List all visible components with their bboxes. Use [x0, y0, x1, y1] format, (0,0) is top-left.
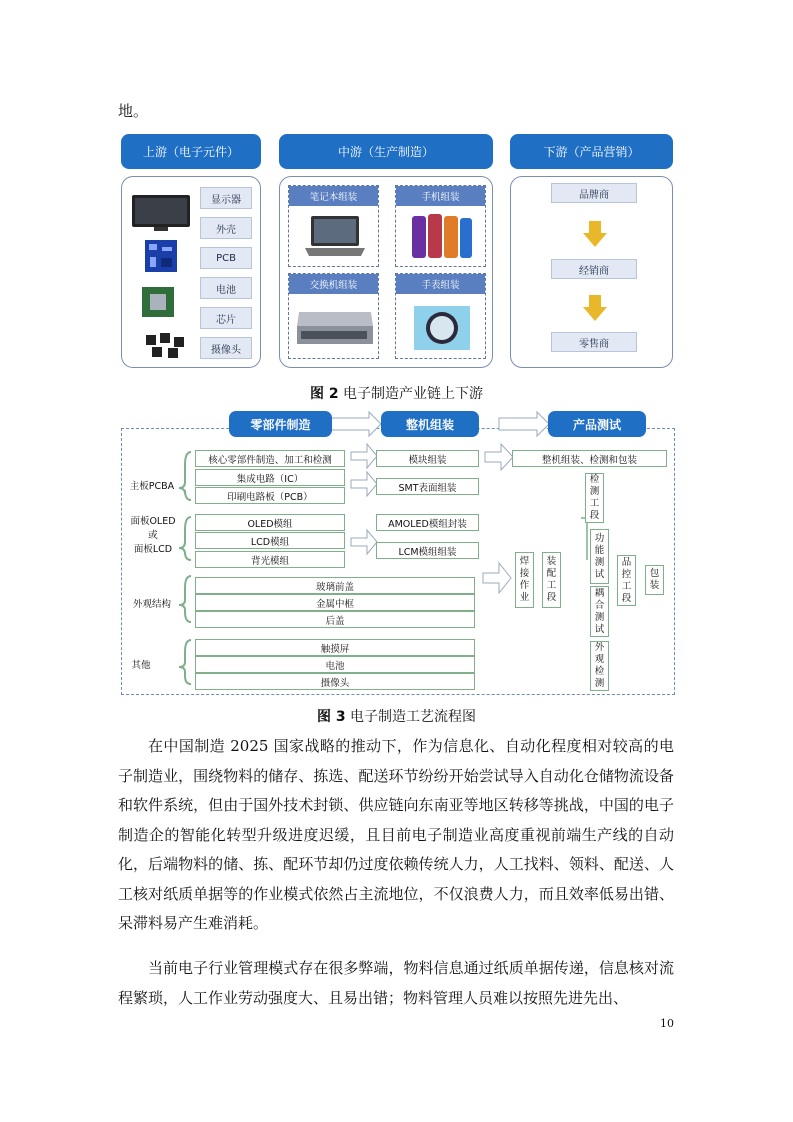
- caption-label: 图 3: [316, 709, 346, 725]
- figure-2-caption: [0, 383, 793, 403]
- tag-retailer: 零售商: [551, 332, 637, 352]
- part-back-cover: 后盖: [195, 611, 475, 628]
- test-inspection: 检 测 工 段: [585, 473, 604, 523]
- label-panel-oled: 面板OLED: [130, 516, 176, 527]
- tag-distributor: 经销商: [551, 259, 637, 279]
- box-phone: [395, 185, 486, 267]
- laptop-image: [303, 214, 367, 260]
- test-appearance: 外 观 检 测: [590, 641, 609, 691]
- monitor-image: [130, 191, 192, 233]
- tag-chip: 芯片: [200, 307, 252, 329]
- part-touch: 触摸屏: [195, 639, 475, 656]
- caption-text: 电子制造工艺流程图: [350, 709, 477, 725]
- box-laptop: [288, 185, 379, 267]
- test-function: 功 能 测 试: [590, 529, 609, 584]
- label-panel-or: 或: [148, 530, 158, 541]
- phone-image: [408, 212, 476, 262]
- arrow-down-icon: [583, 221, 607, 247]
- assembly-amoled: AMOLED模组封装: [376, 514, 479, 531]
- label-other: 其他: [131, 660, 151, 671]
- test-coupling: 耦 合 测 试: [590, 586, 609, 637]
- assembly-smt: SMT表面组装: [376, 478, 479, 495]
- part-pcb: 印刷电路板（PCB）: [195, 487, 345, 504]
- part-glass: 玻璃前盖: [195, 577, 475, 594]
- box-phone-title: 手机组装: [396, 186, 485, 206]
- header-testing: 产品测试: [548, 411, 646, 437]
- label-panel: [124, 515, 182, 557]
- tag-housing: 外壳: [200, 217, 252, 239]
- header-midstream: 中游（生产制造）: [279, 134, 493, 169]
- header-upstream: 上游（电子元件）: [121, 134, 261, 169]
- part-frame: 金属中框: [195, 594, 475, 611]
- assembly-fitting: 装 配 工 段: [542, 552, 561, 608]
- switch-image: [295, 306, 375, 350]
- box-watch: [395, 273, 486, 359]
- test-qc: 品 控 工 段: [617, 555, 636, 606]
- box-watch-title: 手表组装: [396, 274, 485, 294]
- label-pcba: 主板PCBA: [129, 481, 175, 492]
- assembly-welding: 焊 接 作 业: [515, 552, 534, 608]
- part-backlight: 背光模组: [195, 551, 345, 568]
- part-battery: 电池: [195, 656, 475, 673]
- header-parts: 零部件制造: [229, 411, 332, 437]
- paragraph-2: 当前电子行业管理模式存在很多弊端，物料信息通过纸质单据传递，信息核对流程繁琐，人工作业劳动强度大、且易出错；物料管理人员难以按照先进先出、: [118, 959, 674, 1007]
- page-number: 10: [660, 1017, 674, 1030]
- midstream-panel: [279, 176, 493, 368]
- caption-label: 图 2: [309, 386, 339, 402]
- part-ic: 集成电路（IC）: [195, 469, 345, 486]
- tag-brand: 品牌商: [551, 183, 637, 203]
- test-overall: 整机组装、检测和包装: [512, 450, 667, 467]
- figure-3-caption: [0, 706, 793, 726]
- tag-camera: 摄像头: [200, 337, 252, 359]
- watch-image: [412, 302, 472, 354]
- label-panel-lcd: 面板LCD: [133, 544, 173, 555]
- downstream-panel: [510, 176, 673, 368]
- arrow-down-icon: [583, 295, 607, 321]
- box-laptop-title: 笔记本组装: [289, 186, 378, 206]
- header-assembly: 整机组装: [381, 411, 479, 437]
- label-exterior: 外观结构: [132, 599, 171, 610]
- part-lcd: LCD模组: [195, 532, 345, 549]
- paragraph-1: 在中国制造 2025 国家战略的推动下，作为信息化、自动化程度相对较高的电子制造业，围绕物料的储存、拣选、配送环节纷纷开始尝试导入自动化仓储物流设备和软件系统，但由于国外技术封锁、供应链向东南亚等地区转移等挑战，中国的电子制造企的智能化转型升级进度迟缓，且目前电子制造业高度重视前端生产线的自动化，后端物料的储、拣、配环节却仍过度依赖传统人力，人工找料、领料、配送、人工核对纸质单据等的作业模式依然占主流地位，不仅浪费人力，而且效率低易出错、呆滞料易产生难消耗。: [118, 737, 674, 932]
- camera-image: [144, 331, 188, 361]
- part-core: 核心零部件制造、加工和检测: [195, 450, 345, 467]
- box-switch: [288, 273, 379, 359]
- part-camera: 摄像头: [195, 673, 475, 690]
- upstream-panel: [121, 176, 261, 368]
- caption-text: 电子制造产业链上下游: [343, 386, 484, 402]
- chip-image: [138, 283, 178, 321]
- header-downstream: 下游（产品营销）: [510, 134, 673, 169]
- part-oled: OLED模组: [195, 514, 345, 531]
- top-text: 地。: [118, 102, 149, 120]
- assembly-module: 模块组装: [376, 450, 479, 467]
- pcb-image: [144, 239, 178, 273]
- tag-battery: 电池: [200, 277, 252, 299]
- tag-display: 显示器: [200, 187, 252, 209]
- box-switch-title: 交换机组装: [289, 274, 378, 294]
- test-packing: 包 装: [645, 565, 664, 595]
- tag-pcb: PCB: [200, 247, 252, 269]
- assembly-lcm: LCM模组组装: [376, 542, 479, 559]
